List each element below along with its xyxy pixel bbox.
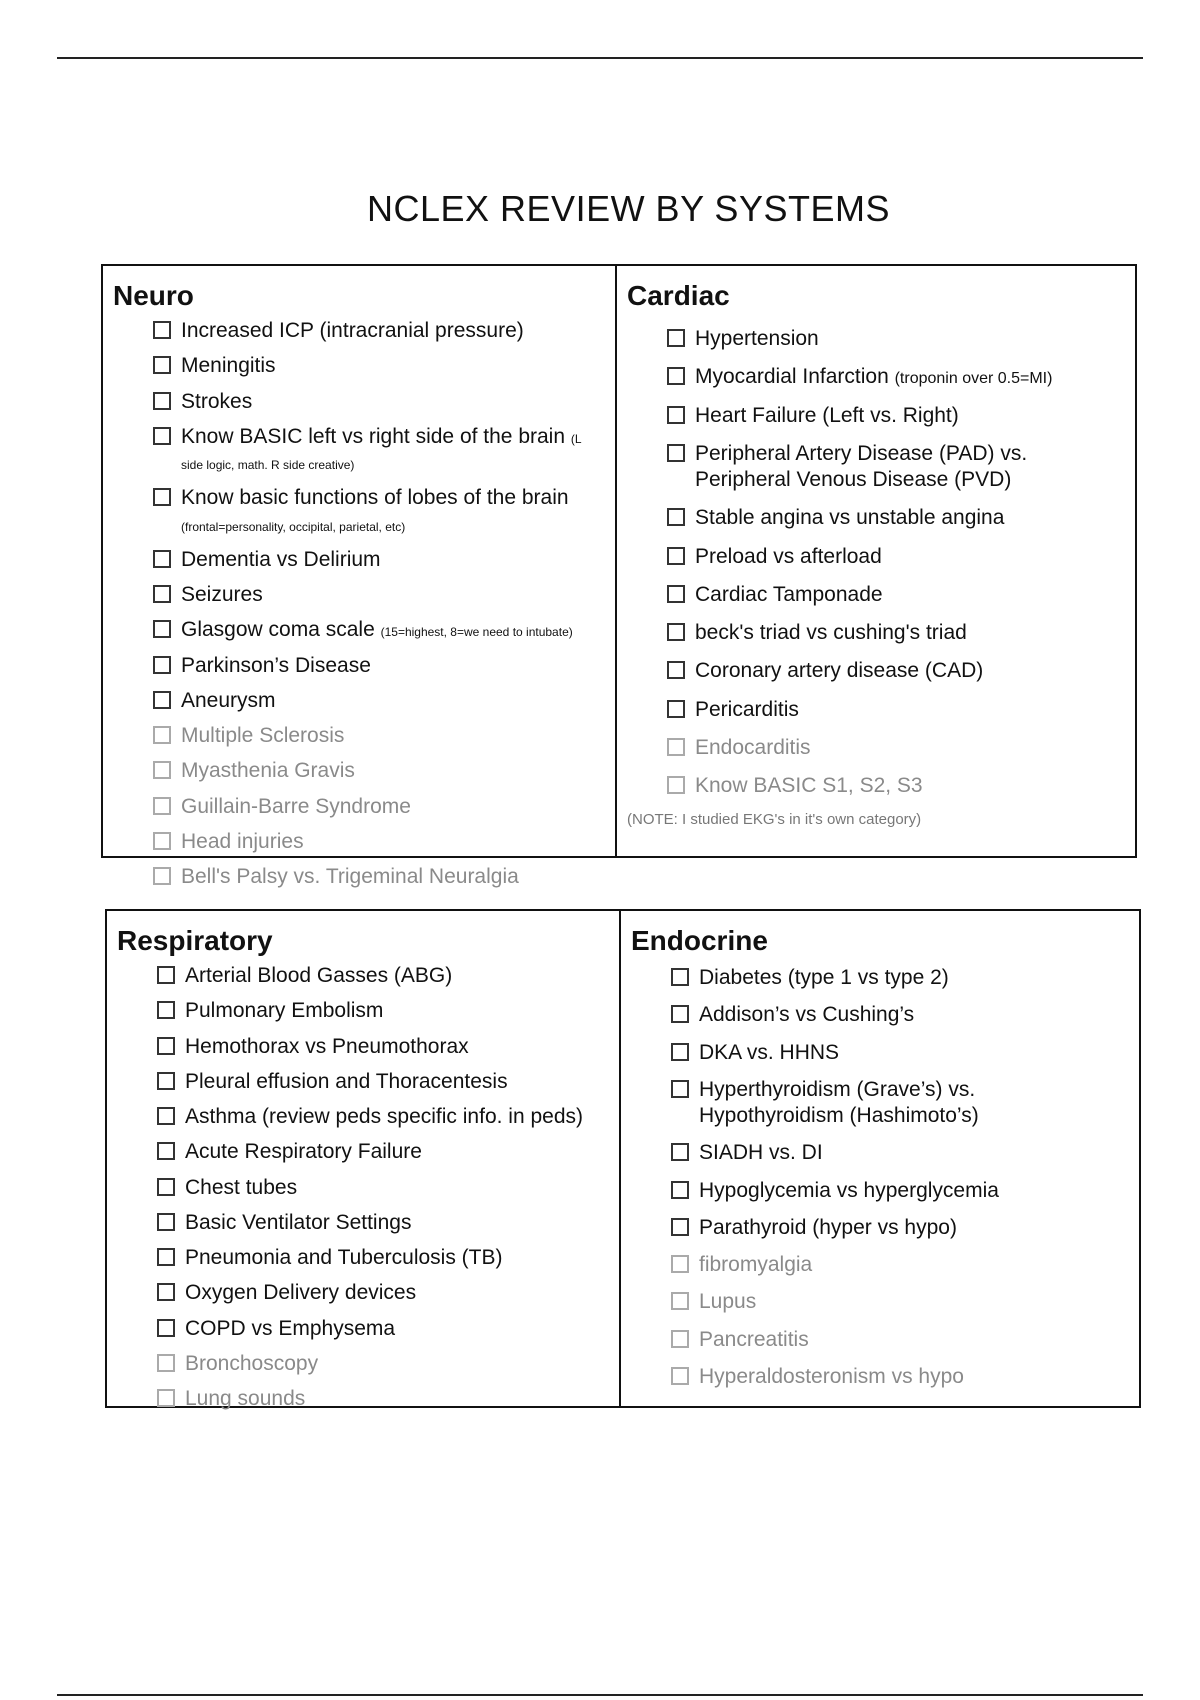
item-label: Myocardial Infarction (695, 365, 889, 389)
bottom-rule (57, 1694, 1143, 1696)
checklist-item (153, 353, 605, 379)
respiratory-endocrine-table (105, 909, 1141, 1408)
item-note: (frontal=personality, occipital, parietal, etc) (181, 519, 406, 534)
checklist-item (671, 965, 1129, 991)
respiratory-checklist (117, 963, 609, 1412)
item-label: Hypertension (695, 327, 819, 350)
item-label: Cardiac Tamponade (695, 582, 883, 606)
checklist-item (153, 389, 605, 415)
endocrine-heading: Endocrine (631, 925, 768, 956)
item-label: Dementia vs Delirium (181, 547, 381, 571)
item-label: Head injuries (181, 829, 304, 853)
checkbox[interactable] (157, 1213, 175, 1231)
checkbox[interactable] (157, 1389, 175, 1407)
checkbox[interactable] (157, 1142, 175, 1160)
item-label: Lung sounds (185, 1387, 306, 1410)
checklist-item (153, 485, 605, 538)
checkbox[interactable] (153, 427, 171, 445)
checkbox[interactable] (671, 1292, 689, 1310)
checklist-item (157, 1245, 609, 1271)
checkbox[interactable] (667, 329, 685, 347)
item-note: (troponin over 0.5=MI) (894, 370, 1053, 388)
checkbox[interactable] (153, 797, 171, 815)
checkbox[interactable] (157, 1001, 175, 1019)
checkbox[interactable] (153, 691, 171, 709)
cardiac-section (617, 266, 1135, 856)
checklist-item (153, 424, 605, 477)
checkbox[interactable] (671, 1143, 689, 1161)
checkbox[interactable] (157, 1319, 175, 1337)
checklist-item (667, 441, 1125, 494)
endocrine-section (621, 911, 1139, 1406)
item-label: Aneurysm (181, 688, 276, 712)
checkbox[interactable] (671, 1043, 689, 1061)
item-label: Arterial Blood Gasses (ABG) (185, 964, 453, 987)
top-rule (57, 57, 1143, 59)
checkbox[interactable] (667, 700, 685, 718)
item-label: Know BASIC S1, S2, S3 (695, 774, 923, 797)
checklist-item (153, 758, 605, 784)
respiratory-section (107, 911, 621, 1410)
item-label: Heart Failure (Left vs. Right) (695, 403, 959, 427)
checkbox[interactable] (157, 1072, 175, 1090)
checklist-item (153, 318, 605, 344)
checkbox[interactable] (671, 1005, 689, 1023)
cardiac-footnote: (NOTE: I studied EKG's in it's own category) (627, 811, 922, 829)
item-label: Asthma (review peds specific info. in peds) (185, 1105, 584, 1128)
checkbox[interactable] (667, 508, 685, 526)
item-text (181, 617, 573, 643)
checklist-item (157, 1139, 609, 1165)
item-label: Multiple Sclerosis (181, 724, 345, 747)
item-label: Pneumonia and Tuberculosis (TB) (185, 1246, 503, 1269)
checkbox[interactable] (153, 321, 171, 339)
checkbox[interactable] (667, 585, 685, 603)
item-text (181, 485, 569, 538)
checklist-item (671, 1327, 1129, 1353)
checklist-item (667, 582, 1125, 608)
item-text (695, 364, 1052, 390)
checklist-item (671, 1364, 1129, 1390)
item-label: fibromyalgia (699, 1253, 813, 1276)
page-title: NCLEX REVIEW BY SYSTEMS (367, 188, 890, 229)
item-label: Addison’s vs Cushing’s (699, 1003, 915, 1027)
item-label: Meningitis (181, 354, 276, 378)
item-label: Parkinson’s Disease (181, 653, 371, 677)
item-label: SIADH vs. DI (699, 1141, 823, 1165)
checkbox[interactable] (153, 550, 171, 568)
checklist-item (157, 963, 609, 989)
checklist-item (153, 723, 605, 749)
checklist-item (157, 1104, 609, 1130)
item-label: Stable angina vs unstable angina (695, 506, 1005, 530)
item-label: Pulmonary Embolism (185, 999, 384, 1023)
item-label: Hypoglycemia vs hyperglycemia (699, 1178, 999, 1202)
item-label: Increased ICP (intracranial pressure) (181, 319, 524, 342)
checklist-item (157, 1386, 609, 1412)
item-note: Hypothyroidism (Hashimoto’s) (699, 1104, 979, 1127)
item-label: beck's triad vs cushing's triad (695, 621, 967, 644)
item-label: Pancreatitis (699, 1327, 809, 1351)
item-label: Coronary artery disease (CAD) (695, 659, 984, 683)
checkbox[interactable] (667, 406, 685, 424)
respiratory-heading: Respiratory (117, 925, 273, 956)
item-label: Know basic functions of lobes of the brain (181, 486, 569, 510)
neuro-cardiac-table (101, 264, 1137, 888)
checkbox[interactable] (157, 966, 175, 984)
checkbox[interactable] (157, 1354, 175, 1372)
item-label: Hyperthyroidism (Grave’s) vs. (699, 1077, 976, 1101)
endocrine-checklist (631, 965, 1129, 1390)
checklist-item (153, 617, 605, 643)
checkbox[interactable] (671, 968, 689, 986)
checklist-item (157, 1034, 609, 1060)
neuro-heading: Neuro (113, 280, 194, 311)
cardiac-checklist (627, 326, 1125, 799)
checkbox[interactable] (153, 761, 171, 779)
item-label: Hemothorax vs Pneumothorax (185, 1034, 469, 1058)
checklist-item (157, 1069, 609, 1095)
checkbox[interactable] (671, 1181, 689, 1199)
checklist-item (671, 1215, 1129, 1241)
checkbox[interactable] (157, 1283, 175, 1301)
checklist-item (667, 544, 1125, 570)
checklist-item (157, 1351, 609, 1377)
checklist-item (667, 658, 1125, 684)
item-label: Strokes (181, 389, 253, 413)
item-label: Guillain-Barre Syndrome (181, 794, 411, 818)
item-label: Hyperaldosteronism vs hypo (699, 1364, 964, 1388)
checkbox[interactable] (667, 738, 685, 756)
checklist-item (667, 735, 1125, 761)
neuro-checklist (113, 318, 605, 890)
checklist-item (153, 829, 605, 855)
checklist-item (671, 1252, 1129, 1278)
item-label: Myasthenia Gravis (181, 759, 355, 783)
neuro-section (103, 266, 617, 888)
checklist-item (667, 697, 1125, 723)
checklist-item (671, 1002, 1129, 1028)
checkbox[interactable] (157, 1107, 175, 1125)
item-label: DKA vs. HHNS (699, 1040, 840, 1064)
item-label: Lupus (699, 1290, 757, 1314)
item-label: Preload vs afterload (695, 544, 882, 568)
checklist-item (671, 1178, 1129, 1204)
checklist-item (153, 547, 605, 573)
checkbox[interactable] (671, 1218, 689, 1236)
checklist-item (671, 1077, 1129, 1130)
checklist-item (667, 505, 1125, 531)
checkbox[interactable] (153, 356, 171, 374)
checklist-item (153, 794, 605, 820)
checkbox[interactable] (153, 585, 171, 603)
item-label: Basic Ventilator Settings (185, 1210, 412, 1234)
item-text (695, 441, 1027, 494)
item-text (699, 1077, 979, 1130)
checklist-item (667, 326, 1125, 352)
checkbox[interactable] (667, 547, 685, 565)
checklist-item (671, 1289, 1129, 1315)
item-label: Endocarditis (695, 735, 811, 759)
checkbox[interactable] (153, 867, 171, 885)
checklist-item (667, 773, 1125, 799)
checklist-item (671, 1040, 1129, 1066)
checklist-item (157, 1316, 609, 1342)
checklist-item (153, 653, 605, 679)
item-label: Acute Respiratory Failure (185, 1140, 422, 1164)
checkbox[interactable] (157, 1178, 175, 1196)
checklist-item (157, 1210, 609, 1236)
checkbox[interactable] (671, 1330, 689, 1348)
item-label: Seizures (181, 583, 263, 606)
checkbox[interactable] (153, 620, 171, 638)
item-label: Oxygen Delivery devices (185, 1281, 417, 1305)
item-label: Diabetes (type 1 vs type 2) (699, 966, 949, 989)
checklist-item (667, 364, 1125, 390)
item-label: Pericarditis (695, 697, 799, 721)
checklist-item (157, 1280, 609, 1306)
checkbox[interactable] (157, 1037, 175, 1055)
checklist-item (157, 1175, 609, 1201)
item-label: Pleural effusion and Thoracentesis (185, 1069, 508, 1093)
checklist-item (153, 582, 605, 608)
checklist-item (157, 998, 609, 1024)
checkbox[interactable] (157, 1248, 175, 1266)
item-label: COPD vs Emphysema (185, 1316, 396, 1340)
item-note: (15=highest, 8=we need to intubate) (380, 625, 573, 640)
checkbox[interactable] (153, 488, 171, 506)
item-text (181, 424, 605, 477)
checkbox[interactable] (667, 661, 685, 679)
checkbox[interactable] (667, 776, 685, 794)
checklist-item (667, 620, 1125, 646)
item-note: Peripheral Venous Disease (PVD) (695, 468, 1012, 491)
item-label: Bronchoscopy (185, 1351, 319, 1375)
item-label: Glasgow coma scale (181, 618, 375, 642)
item-label: Chest tubes (185, 1175, 298, 1199)
checkbox[interactable] (153, 832, 171, 850)
cardiac-heading: Cardiac (627, 280, 730, 311)
checklist-item (671, 1140, 1129, 1166)
checklist-item (667, 403, 1125, 429)
checkbox[interactable] (153, 726, 171, 744)
checkbox[interactable] (667, 367, 685, 385)
checklist-item (153, 688, 605, 714)
item-label: Know BASIC left vs right side of the brain (181, 424, 566, 448)
item-label: Parathyroid (hyper vs hypo) (699, 1215, 957, 1239)
checkbox[interactable] (671, 1080, 689, 1098)
checkbox[interactable] (153, 392, 171, 410)
checkbox[interactable] (671, 1255, 689, 1273)
checkbox[interactable] (671, 1367, 689, 1385)
item-note: (L side logic, math. R side creative) (181, 431, 582, 472)
item-label: Peripheral Artery Disease (PAD) vs. (695, 441, 1028, 465)
checklist-item (153, 864, 605, 890)
checkbox[interactable] (667, 444, 685, 462)
checkbox[interactable] (153, 656, 171, 674)
item-label: Bell's Palsy vs. Trigeminal Neuralgia (181, 865, 519, 888)
checkbox[interactable] (667, 623, 685, 641)
